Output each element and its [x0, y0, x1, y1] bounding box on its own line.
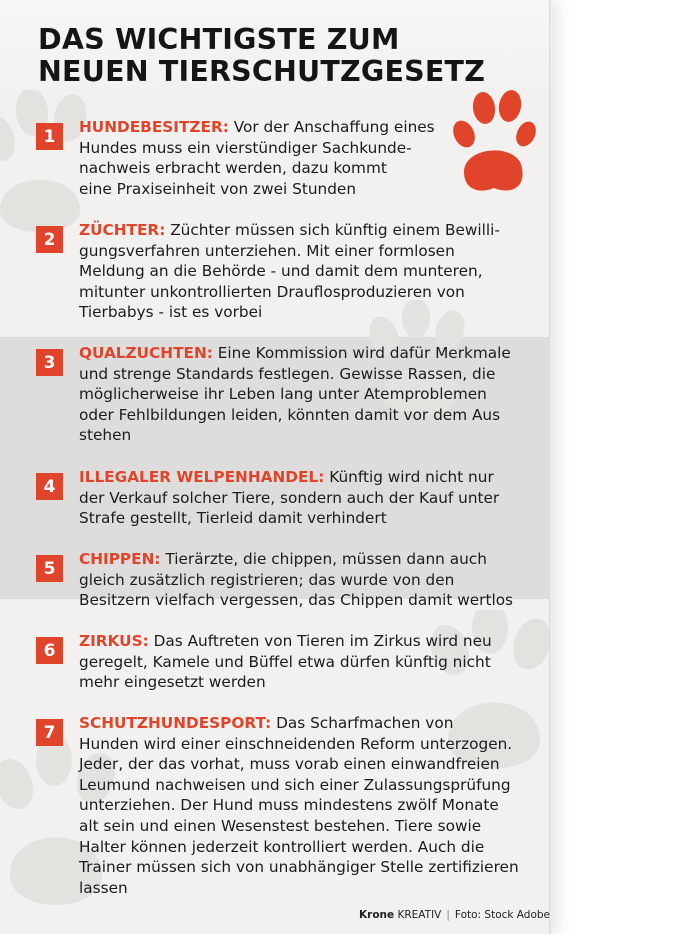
item-number-badge: 5 [36, 555, 63, 582]
item-number-badge: 3 [36, 349, 63, 376]
item-line: Das Scharfmachen von [276, 714, 454, 732]
credit-photo: Foto: Stock Adobe [454, 909, 551, 921]
item-text [79, 343, 519, 446]
item-line: stehen [79, 426, 132, 445]
item-text [79, 549, 519, 611]
item-number-badge: 2 [36, 226, 63, 253]
item-text [79, 117, 519, 199]
title-line-1: DAS WICHTIGSTE ZUM [38, 23, 400, 56]
item-line: Halter können jederzeit kontrolliert werden. Auch die [79, 837, 485, 856]
item-line: nachweis erbracht werden, dazu kommt [79, 159, 387, 178]
item-text [79, 713, 519, 898]
item-line: Besitzern vielfach vergessen, das Chippen damit wertlos [79, 591, 514, 610]
item-line: Trainer müssen sich von unabhängiger Stelle zertifizieren [79, 858, 519, 877]
title-line-2: NEUEN TIERSCHUTZGESETZ [38, 55, 486, 88]
image-credit [359, 909, 550, 921]
item-line: Jeder, der das vorhat, muss vorab einen einwandfreien [79, 755, 500, 774]
page-title [38, 24, 485, 88]
item-line: der Verkauf solcher Tiere, sondern auch der Kauf unter [79, 488, 500, 507]
item-line: Tierbabys - ist es vorbei [79, 303, 263, 322]
item-line: lassen [79, 878, 128, 897]
item-keyword: QUALZUCHTEN: [79, 344, 213, 362]
item-text [79, 220, 519, 323]
item-line: gleich zusätzlich registrieren; das wurde von den [79, 570, 455, 589]
item-line: unterziehen. Der Hund muss mindestens zwölf Monate [79, 796, 499, 815]
item-line: Eine Kommission wird dafür Merkmale [217, 344, 511, 362]
item-line: geregelt, Kamele und Büffel etwa dürfen künftig nicht [79, 652, 491, 671]
item-line: Vor der Anschaffung eines [233, 118, 435, 136]
item-line: mehr eingesetzt werden [79, 673, 266, 692]
item-line: Das Auftreten von Tieren im Zirkus wird neu [153, 632, 492, 650]
item-line: oder Fehlbildungen leiden, könnten damit vor dem Aus [79, 405, 501, 424]
item-line: alt sein und einen Wesenstest bestehen. Tiere sowie [79, 816, 482, 835]
item-keyword: ZÜCHTER: [79, 221, 166, 239]
item-keyword: SCHUTZHUNDESPORT: [79, 714, 272, 732]
item-keyword: CHIPPEN: [79, 550, 161, 568]
credit-brand: Krone [359, 909, 395, 921]
item-text [79, 631, 519, 693]
item-line: und strenge Standards festlegen. Gewisse Rassen, die [79, 364, 496, 383]
sheet-edge [549, 0, 552, 934]
item-line: Leumund nachweisen und sich einer Zulassungsprüfung [79, 775, 511, 794]
item-keyword: ILLEGALER WELPENHANDEL: [79, 468, 325, 486]
item-number-badge: 6 [36, 637, 63, 664]
item-line: Künftig wird nicht nur [329, 468, 494, 486]
item-line: Hundes muss ein vierstündiger Sachkunde- [79, 138, 412, 157]
item-number-badge: 4 [36, 473, 63, 500]
item-keyword: ZIRKUS: [79, 632, 149, 650]
item-line: mitunter unkontrollierten Drauflosproduzieren von [79, 282, 465, 301]
item-line: Strafe gestellt, Tierleid damit verhindert [79, 509, 387, 528]
item-keyword: HUNDEBESITZER: [79, 118, 229, 136]
item-line: eine Praxiseinheit von zwei Stunden [79, 179, 357, 198]
item-line: Hunden wird einer einschneidenden Reform unterzogen. [79, 734, 513, 753]
item-number-badge: 1 [36, 123, 63, 150]
item-number-badge: 7 [36, 719, 63, 746]
item-line: Meldung an die Behörde - und damit dem munteren, [79, 262, 483, 281]
item-line: gungsverfahren unterziehen. Mit einer formlosen [79, 241, 455, 260]
item-line: möglicherweise ihr Leben lang unter Atemproblemen [79, 385, 487, 404]
credit-brand-suffix: KREATIV [397, 909, 442, 921]
item-text [79, 467, 519, 529]
credit-separator: | [446, 909, 450, 921]
item-line: Tierärzte, die chippen, müssen dann auch [165, 550, 487, 568]
item-line: Züchter müssen sich künftig einem Bewilli- [170, 221, 500, 239]
